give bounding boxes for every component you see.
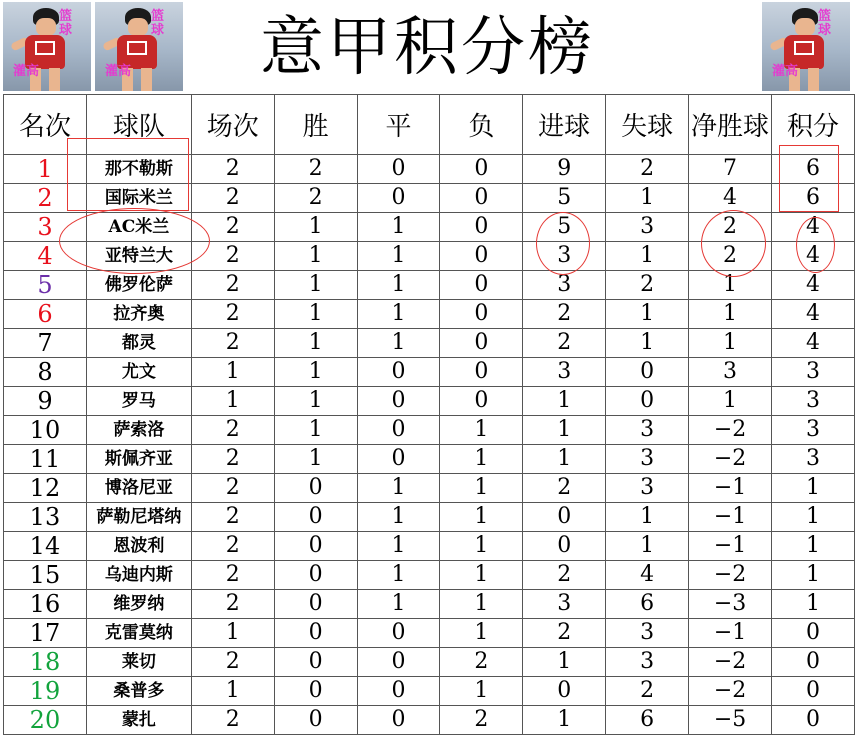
won-cell: 0 bbox=[274, 706, 357, 735]
won-cell: 0 bbox=[274, 503, 357, 532]
header bbox=[0, 0, 855, 93]
table-row bbox=[4, 242, 855, 271]
goals-for-cell: 2 bbox=[523, 619, 606, 648]
table-row bbox=[4, 648, 855, 677]
rank-cell: 4 bbox=[4, 242, 87, 271]
team-name: 佛罗伦萨 bbox=[86, 271, 191, 300]
goals-for-cell: 1 bbox=[523, 648, 606, 677]
goal-difference-cell: 2 bbox=[689, 242, 772, 271]
goals-for-cell: 1 bbox=[523, 706, 606, 735]
draw-cell: 1 bbox=[357, 213, 440, 242]
points-cell: 1 bbox=[772, 590, 855, 619]
rank-cell: 7 bbox=[4, 329, 87, 358]
goal-difference-cell: 7 bbox=[689, 155, 772, 184]
header-goals-against: 失球 bbox=[606, 95, 689, 155]
points-cell: 0 bbox=[772, 648, 855, 677]
goals-for-cell: 9 bbox=[523, 155, 606, 184]
table-row bbox=[4, 561, 855, 590]
team-name: 国际米兰 bbox=[86, 184, 191, 213]
lost-cell: 0 bbox=[440, 213, 523, 242]
goal-difference-cell: −3 bbox=[689, 590, 772, 619]
rank-cell: 6 bbox=[4, 300, 87, 329]
won-cell: 0 bbox=[274, 474, 357, 503]
points-cell: 0 bbox=[772, 677, 855, 706]
lost-cell: 0 bbox=[440, 387, 523, 416]
header-team: 球队 bbox=[86, 95, 191, 155]
lost-cell: 1 bbox=[440, 561, 523, 590]
won-cell: 2 bbox=[274, 155, 357, 184]
rank-cell: 14 bbox=[4, 532, 87, 561]
points-cell: 1 bbox=[772, 561, 855, 590]
draw-cell: 1 bbox=[357, 474, 440, 503]
goals-against-cell: 2 bbox=[606, 271, 689, 300]
goal-difference-cell: −2 bbox=[689, 677, 772, 706]
table-row bbox=[4, 329, 855, 358]
goals-for-cell: 3 bbox=[523, 358, 606, 387]
won-cell: 0 bbox=[274, 590, 357, 619]
rank-cell: 8 bbox=[4, 358, 87, 387]
played-cell: 2 bbox=[191, 300, 274, 329]
player-badge-left-1: 篮球 灌高 bbox=[3, 2, 91, 91]
draw-cell: 0 bbox=[357, 619, 440, 648]
lost-cell: 1 bbox=[440, 590, 523, 619]
lost-cell: 0 bbox=[440, 155, 523, 184]
goals-against-cell: 3 bbox=[606, 445, 689, 474]
header-draw: 平 bbox=[357, 95, 440, 155]
table-row bbox=[4, 532, 855, 561]
won-cell: 0 bbox=[274, 677, 357, 706]
draw-cell: 1 bbox=[357, 561, 440, 590]
team-name: AC米兰 bbox=[86, 213, 191, 242]
goal-difference-cell: −1 bbox=[689, 532, 772, 561]
played-cell: 1 bbox=[191, 619, 274, 648]
points-cell: 3 bbox=[772, 416, 855, 445]
goals-against-cell: 6 bbox=[606, 706, 689, 735]
points-cell: 1 bbox=[772, 532, 855, 561]
draw-cell: 0 bbox=[357, 155, 440, 184]
team-name: 克雷莫纳 bbox=[86, 619, 191, 648]
goals-for-cell: 1 bbox=[523, 416, 606, 445]
draw-cell: 1 bbox=[357, 590, 440, 619]
header-lost: 负 bbox=[440, 95, 523, 155]
points-cell: 1 bbox=[772, 503, 855, 532]
header-won: 胜 bbox=[274, 95, 357, 155]
table-row bbox=[4, 184, 855, 213]
goal-difference-cell: −2 bbox=[689, 561, 772, 590]
goal-difference-cell: 4 bbox=[689, 184, 772, 213]
goals-against-cell: 1 bbox=[606, 300, 689, 329]
draw-cell: 1 bbox=[357, 329, 440, 358]
lost-cell: 1 bbox=[440, 474, 523, 503]
goals-for-cell: 1 bbox=[523, 445, 606, 474]
won-cell: 1 bbox=[274, 329, 357, 358]
draw-cell: 0 bbox=[357, 358, 440, 387]
goals-for-cell: 5 bbox=[523, 184, 606, 213]
header-played: 场次 bbox=[191, 95, 274, 155]
team-name: 尤文 bbox=[86, 358, 191, 387]
rank-cell: 20 bbox=[4, 706, 87, 735]
goals-for-cell: 5 bbox=[523, 213, 606, 242]
team-name: 萨索洛 bbox=[86, 416, 191, 445]
points-cell: 4 bbox=[772, 242, 855, 271]
table-row bbox=[4, 271, 855, 300]
goal-difference-cell: 1 bbox=[689, 300, 772, 329]
draw-cell: 1 bbox=[357, 300, 440, 329]
goals-for-cell: 0 bbox=[523, 677, 606, 706]
goals-against-cell: 2 bbox=[606, 677, 689, 706]
table-row bbox=[4, 387, 855, 416]
rank-cell: 9 bbox=[4, 387, 87, 416]
table-row bbox=[4, 300, 855, 329]
won-cell: 1 bbox=[274, 358, 357, 387]
standings-table bbox=[3, 94, 855, 735]
header-goals-for: 进球 bbox=[523, 95, 606, 155]
goals-for-cell: 0 bbox=[523, 532, 606, 561]
draw-cell: 1 bbox=[357, 532, 440, 561]
header-points: 积分 bbox=[772, 95, 855, 155]
team-name: 那不勒斯 bbox=[86, 155, 191, 184]
goals-against-cell: 1 bbox=[606, 329, 689, 358]
goals-for-cell: 2 bbox=[523, 300, 606, 329]
lost-cell: 0 bbox=[440, 300, 523, 329]
player-badge-right: 篮球 灌高 bbox=[762, 2, 850, 91]
points-cell: 4 bbox=[772, 329, 855, 358]
points-cell: 6 bbox=[772, 184, 855, 213]
team-name: 拉齐奥 bbox=[86, 300, 191, 329]
points-cell: 4 bbox=[772, 300, 855, 329]
draw-cell: 0 bbox=[357, 706, 440, 735]
goals-against-cell: 1 bbox=[606, 184, 689, 213]
draw-cell: 1 bbox=[357, 503, 440, 532]
goals-for-cell: 3 bbox=[523, 242, 606, 271]
played-cell: 1 bbox=[191, 358, 274, 387]
won-cell: 1 bbox=[274, 271, 357, 300]
played-cell: 2 bbox=[191, 532, 274, 561]
won-cell: 0 bbox=[274, 619, 357, 648]
draw-cell: 0 bbox=[357, 445, 440, 474]
goals-against-cell: 3 bbox=[606, 474, 689, 503]
won-cell: 0 bbox=[274, 561, 357, 590]
played-cell: 1 bbox=[191, 387, 274, 416]
goal-difference-cell: −1 bbox=[689, 474, 772, 503]
goal-difference-cell: −2 bbox=[689, 416, 772, 445]
points-cell: 0 bbox=[772, 706, 855, 735]
goal-difference-cell: −2 bbox=[689, 445, 772, 474]
lost-cell: 2 bbox=[440, 648, 523, 677]
goals-against-cell: 0 bbox=[606, 387, 689, 416]
draw-cell: 1 bbox=[357, 271, 440, 300]
goal-difference-cell: 2 bbox=[689, 213, 772, 242]
team-name: 维罗纳 bbox=[86, 590, 191, 619]
points-cell: 4 bbox=[772, 271, 855, 300]
played-cell: 2 bbox=[191, 706, 274, 735]
table-row bbox=[4, 590, 855, 619]
goals-against-cell: 1 bbox=[606, 532, 689, 561]
won-cell: 1 bbox=[274, 242, 357, 271]
lost-cell: 2 bbox=[440, 706, 523, 735]
played-cell: 2 bbox=[191, 242, 274, 271]
points-cell: 3 bbox=[772, 387, 855, 416]
lost-cell: 1 bbox=[440, 416, 523, 445]
table-row bbox=[4, 358, 855, 387]
rank-cell: 11 bbox=[4, 445, 87, 474]
goals-against-cell: 1 bbox=[606, 242, 689, 271]
points-cell: 3 bbox=[772, 445, 855, 474]
lost-cell: 1 bbox=[440, 619, 523, 648]
goal-difference-cell: −5 bbox=[689, 706, 772, 735]
draw-cell: 0 bbox=[357, 648, 440, 677]
team-name: 蒙扎 bbox=[86, 706, 191, 735]
rank-cell: 5 bbox=[4, 271, 87, 300]
goals-against-cell: 1 bbox=[606, 503, 689, 532]
team-name: 乌迪内斯 bbox=[86, 561, 191, 590]
won-cell: 1 bbox=[274, 445, 357, 474]
rank-cell: 19 bbox=[4, 677, 87, 706]
played-cell: 2 bbox=[191, 474, 274, 503]
goal-difference-cell: −1 bbox=[689, 503, 772, 532]
rank-cell: 1 bbox=[4, 155, 87, 184]
rank-cell: 13 bbox=[4, 503, 87, 532]
goals-for-cell: 3 bbox=[523, 590, 606, 619]
played-cell: 2 bbox=[191, 590, 274, 619]
played-cell: 2 bbox=[191, 155, 274, 184]
table-row bbox=[4, 677, 855, 706]
played-cell: 2 bbox=[191, 329, 274, 358]
goals-for-cell: 1 bbox=[523, 387, 606, 416]
draw-cell: 0 bbox=[357, 387, 440, 416]
lost-cell: 0 bbox=[440, 329, 523, 358]
team-name: 莱切 bbox=[86, 648, 191, 677]
draw-cell: 0 bbox=[357, 677, 440, 706]
header-row bbox=[4, 95, 855, 155]
player-badge-left-2: 篮球 灌高 bbox=[95, 2, 183, 91]
played-cell: 2 bbox=[191, 445, 274, 474]
goals-against-cell: 3 bbox=[606, 648, 689, 677]
goals-for-cell: 3 bbox=[523, 271, 606, 300]
played-cell: 2 bbox=[191, 561, 274, 590]
team-name: 恩波利 bbox=[86, 532, 191, 561]
draw-cell: 0 bbox=[357, 184, 440, 213]
points-cell: 0 bbox=[772, 619, 855, 648]
team-name: 斯佩齐亚 bbox=[86, 445, 191, 474]
won-cell: 0 bbox=[274, 648, 357, 677]
rank-cell: 15 bbox=[4, 561, 87, 590]
lost-cell: 0 bbox=[440, 271, 523, 300]
won-cell: 2 bbox=[274, 184, 357, 213]
standings-body bbox=[4, 155, 855, 735]
table-row bbox=[4, 503, 855, 532]
team-name: 萨勒尼塔纳 bbox=[86, 503, 191, 532]
won-cell: 1 bbox=[274, 213, 357, 242]
points-cell: 1 bbox=[772, 474, 855, 503]
lost-cell: 0 bbox=[440, 358, 523, 387]
lost-cell: 0 bbox=[440, 184, 523, 213]
rank-cell: 16 bbox=[4, 590, 87, 619]
goals-against-cell: 3 bbox=[606, 213, 689, 242]
header-goal-difference: 净胜球 bbox=[689, 95, 772, 155]
goal-difference-cell: 1 bbox=[689, 329, 772, 358]
played-cell: 2 bbox=[191, 271, 274, 300]
won-cell: 0 bbox=[274, 532, 357, 561]
draw-cell: 1 bbox=[357, 242, 440, 271]
team-name: 罗马 bbox=[86, 387, 191, 416]
won-cell: 1 bbox=[274, 387, 357, 416]
lost-cell: 1 bbox=[440, 503, 523, 532]
lost-cell: 1 bbox=[440, 532, 523, 561]
goal-difference-cell: 1 bbox=[689, 271, 772, 300]
table-row bbox=[4, 474, 855, 503]
goals-for-cell: 0 bbox=[523, 503, 606, 532]
team-name: 博洛尼亚 bbox=[86, 474, 191, 503]
rank-cell: 3 bbox=[4, 213, 87, 242]
draw-cell: 0 bbox=[357, 416, 440, 445]
goal-difference-cell: 3 bbox=[689, 358, 772, 387]
header-rank: 名次 bbox=[4, 95, 87, 155]
goals-against-cell: 6 bbox=[606, 590, 689, 619]
played-cell: 2 bbox=[191, 184, 274, 213]
rank-cell: 17 bbox=[4, 619, 87, 648]
table-row bbox=[4, 213, 855, 242]
won-cell: 1 bbox=[274, 416, 357, 445]
lost-cell: 1 bbox=[440, 677, 523, 706]
lost-cell: 1 bbox=[440, 445, 523, 474]
goal-difference-cell: −1 bbox=[689, 619, 772, 648]
goals-against-cell: 3 bbox=[606, 619, 689, 648]
points-cell: 6 bbox=[772, 155, 855, 184]
rank-cell: 10 bbox=[4, 416, 87, 445]
won-cell: 1 bbox=[274, 300, 357, 329]
goals-against-cell: 4 bbox=[606, 561, 689, 590]
team-name: 亚特兰大 bbox=[86, 242, 191, 271]
points-cell: 3 bbox=[772, 358, 855, 387]
points-cell: 4 bbox=[772, 213, 855, 242]
table-row bbox=[4, 619, 855, 648]
played-cell: 1 bbox=[191, 677, 274, 706]
table-row bbox=[4, 416, 855, 445]
team-name: 桑普多 bbox=[86, 677, 191, 706]
played-cell: 2 bbox=[191, 213, 274, 242]
goals-against-cell: 0 bbox=[606, 358, 689, 387]
goals-for-cell: 2 bbox=[523, 329, 606, 358]
page-title: 意甲积分榜 bbox=[260, 11, 595, 85]
goals-against-cell: 2 bbox=[606, 155, 689, 184]
goals-for-cell: 2 bbox=[523, 561, 606, 590]
goal-difference-cell: 1 bbox=[689, 387, 772, 416]
rank-cell: 18 bbox=[4, 648, 87, 677]
team-name: 都灵 bbox=[86, 329, 191, 358]
rank-cell: 12 bbox=[4, 474, 87, 503]
played-cell: 2 bbox=[191, 503, 274, 532]
table-row bbox=[4, 706, 855, 735]
table-row bbox=[4, 445, 855, 474]
goals-against-cell: 3 bbox=[606, 416, 689, 445]
goals-for-cell: 2 bbox=[523, 474, 606, 503]
played-cell: 2 bbox=[191, 648, 274, 677]
goal-difference-cell: −2 bbox=[689, 648, 772, 677]
table-row bbox=[4, 155, 855, 184]
played-cell: 2 bbox=[191, 416, 274, 445]
lost-cell: 0 bbox=[440, 242, 523, 271]
rank-cell: 2 bbox=[4, 184, 87, 213]
